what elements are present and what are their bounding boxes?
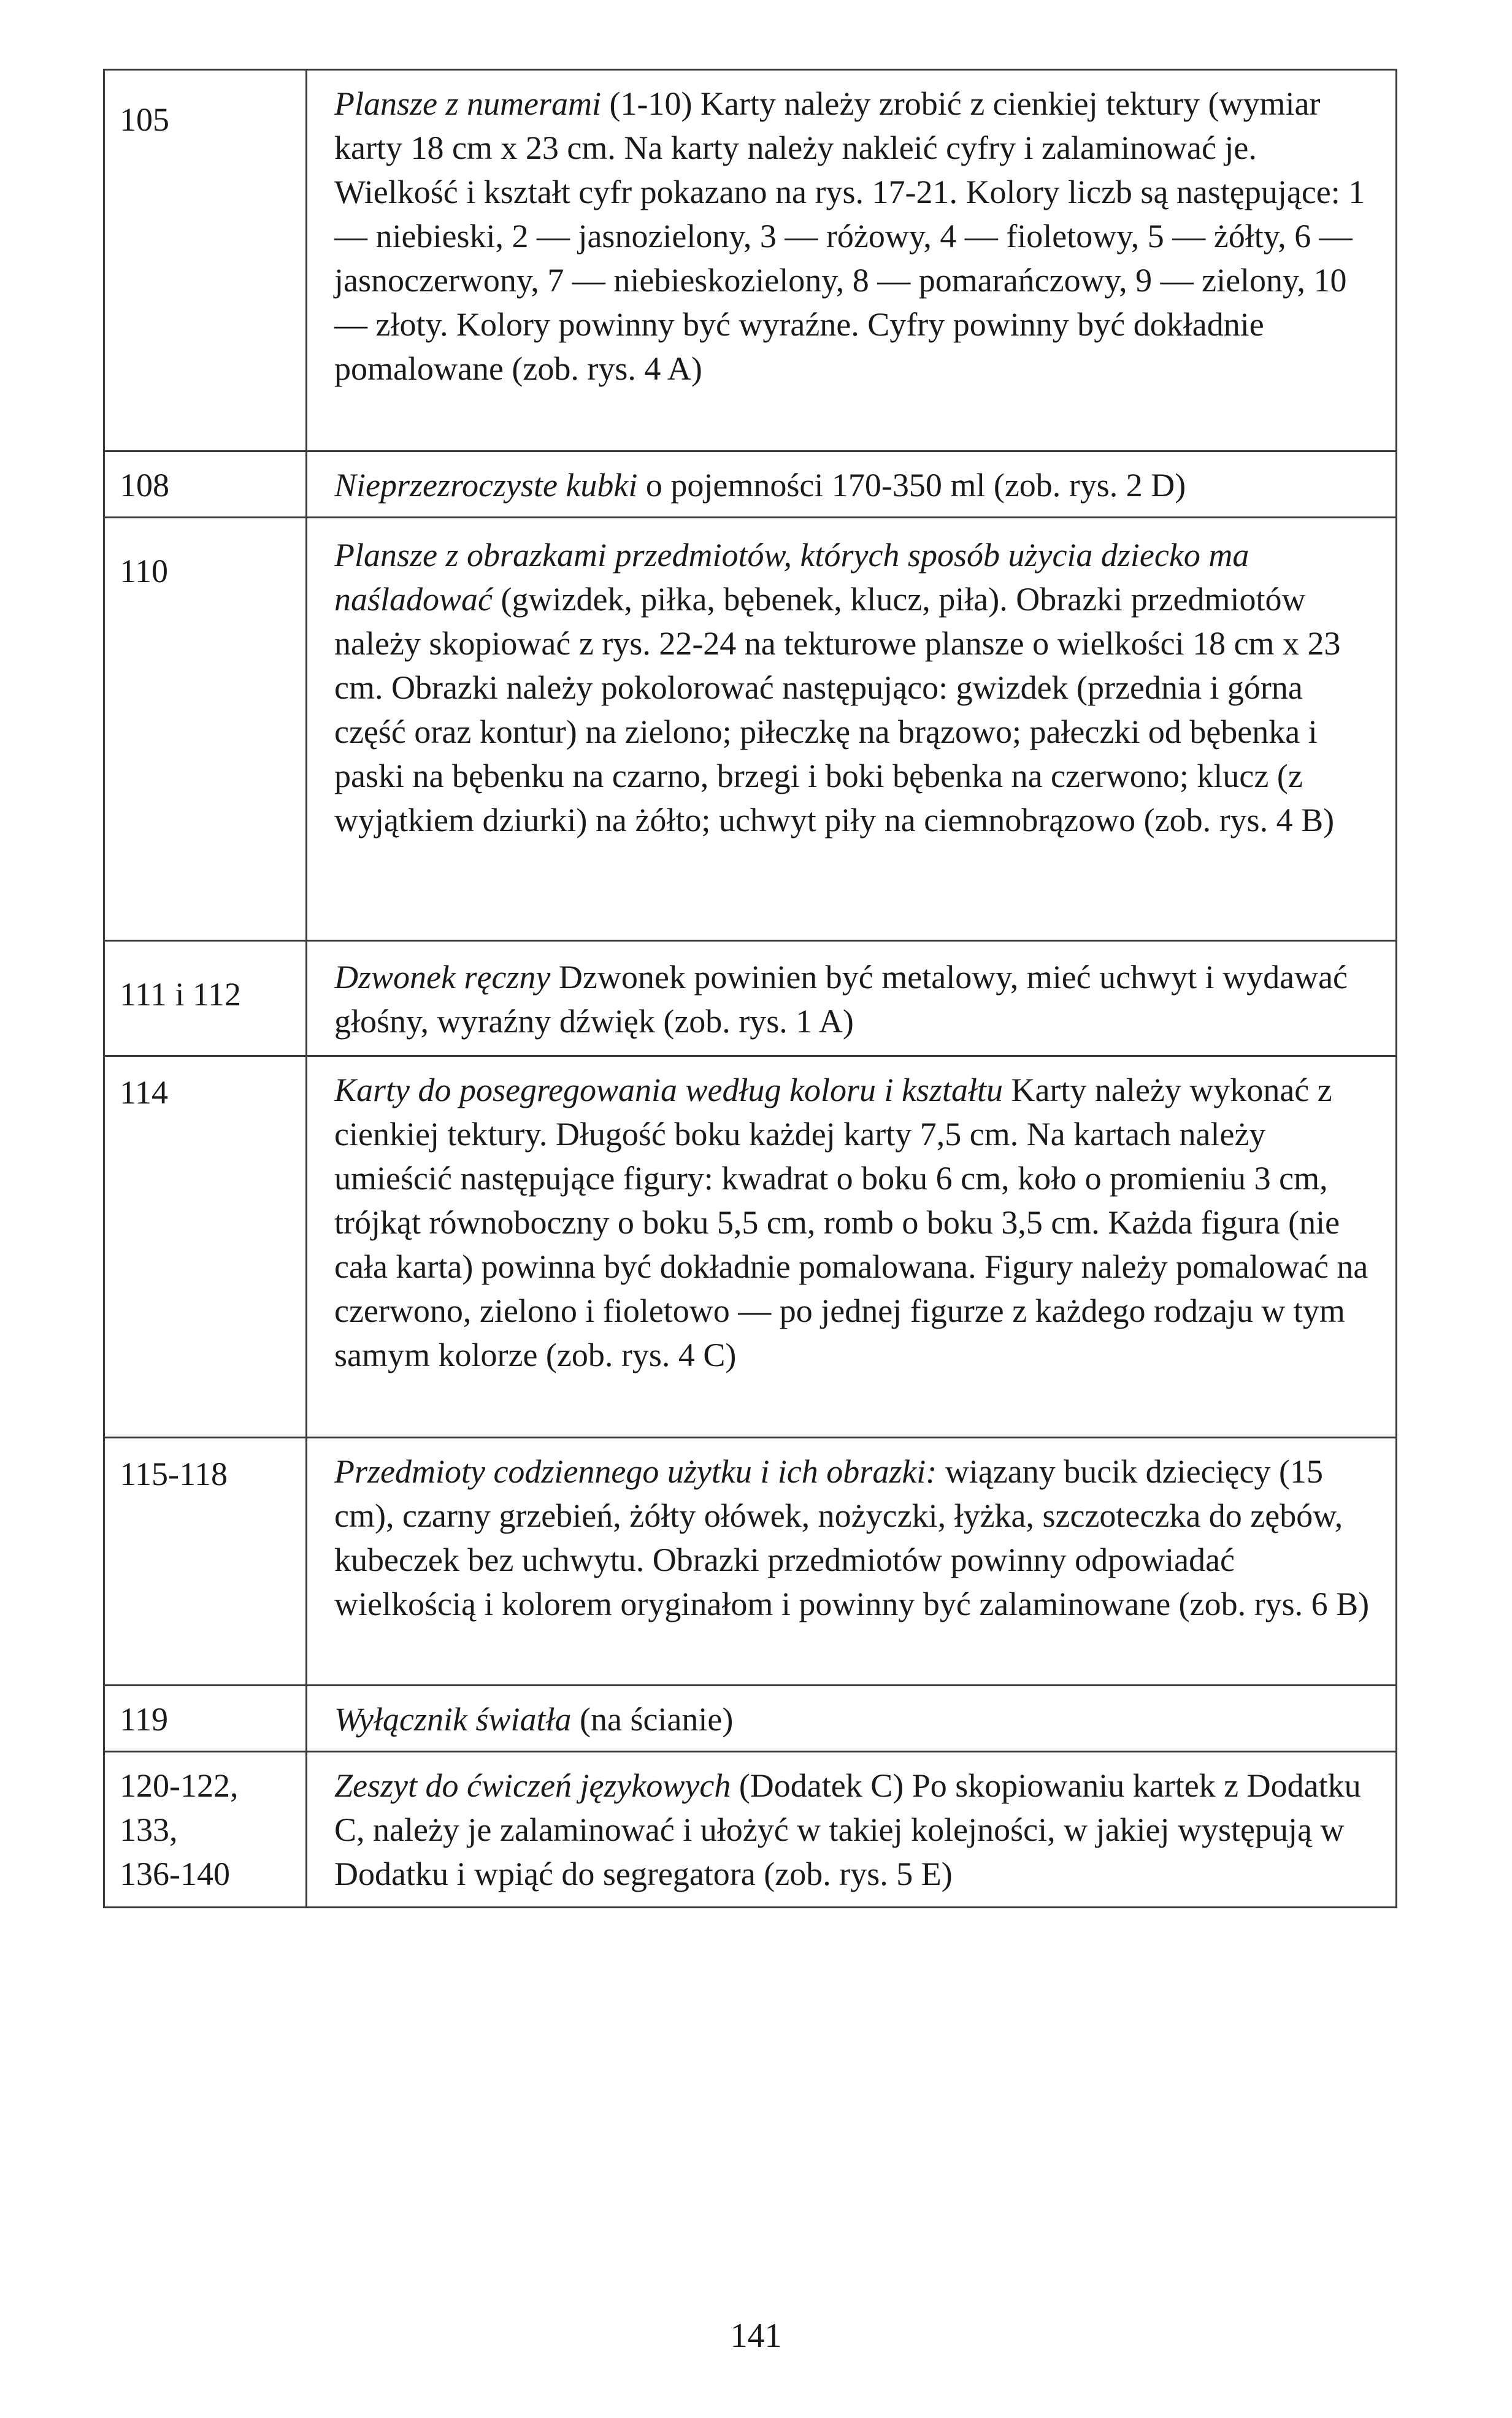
- item-title: Wyłącznik światła: [334, 1701, 572, 1738]
- item-number-cell: [104, 1056, 307, 1438]
- table-row: [104, 1686, 1397, 1752]
- item-number-cell: [104, 941, 307, 1056]
- table-row: [104, 1752, 1397, 1908]
- item-description-cell: [307, 451, 1397, 518]
- materials-table: [103, 69, 1397, 1908]
- item-title: Karty do posegregowania według koloru i kształtu: [334, 1072, 1003, 1108]
- item-text: (Dodatek C) Po skopiowaniu kartek z Dodatku C, należy je zalaminować i ułożyć w takiej kolejności, w jakiej występują w Dodatku i wpiąć do segregatora (zob. rys. 5 E): [334, 1767, 1361, 1892]
- item-text: (1-10) Karty należy zrobić z cienkiej tektury (wymiar karty 18 cm x 23 cm. Na karty należy nakleić cyfry i zalaminować je. Wielkość i kształt cyfr pokazano na rys. 17-21. Kolory liczb są następujące: 1 — niebieski, 2 — jasnozielony, 3 — różowy, 4 — fioletowy, 5 — żółty, 6 — jasnoczerwony, 7 — niebieskozielony, 8 — pomarańczowy, 9 — zielony, 10 — złoty. Kolory powinny być wyraźne. Cyfry powinny być dokładnie pomalowane (zob. rys. 4 A): [334, 85, 1365, 387]
- item-title: Przedmioty codziennego użytku i ich obrazki:: [334, 1453, 937, 1490]
- item-number-cell: [104, 1686, 307, 1752]
- item-number-line: 136-140: [120, 1856, 230, 1892]
- item-description-cell: [307, 518, 1397, 941]
- item-number: 111 i 112: [120, 976, 241, 1013]
- table-row: [104, 70, 1397, 451]
- item-number: 115-118: [120, 1456, 228, 1492]
- item-title: Zeszyt do ćwiczeń językowych: [334, 1767, 731, 1804]
- item-title: Plansze z obrazkami przedmiotów, których sposób użycia dziecko ma naśladować: [334, 537, 1249, 618]
- item-number: 119: [120, 1701, 168, 1738]
- item-description-cell: [307, 1686, 1397, 1752]
- table-row: [104, 941, 1397, 1056]
- item-title: Nieprzezroczyste kubki: [334, 467, 638, 504]
- item-text: (na ścianie): [571, 1701, 734, 1738]
- item-description-cell: [307, 1438, 1397, 1686]
- table-row: [104, 1438, 1397, 1686]
- item-title: Plansze z numerami: [334, 85, 601, 122]
- item-number-line: 120-122,: [120, 1767, 239, 1804]
- item-text: Dzwonek powinien być metalowy, mieć uchwyt i wydawać głośny, wyraźny dźwięk (zob. rys. 1 A): [334, 959, 1348, 1040]
- table-row: [104, 451, 1397, 518]
- item-number: 105: [120, 101, 169, 138]
- item-number: 110: [120, 553, 168, 589]
- item-text: wiązany bucik dziecięcy (15 cm), czarny grzebień, żółty ołówek, nożyczki, łyżka, szczoteczka do zębów, kubeczek bez uchwytu. Obrazki przedmiotów powinny odpowiadać wielkością i kolorem oryginałom i powinny być zalaminowane (zob. rys. 6 B): [334, 1453, 1370, 1622]
- item-description-cell: [307, 70, 1397, 451]
- table-row: [104, 1056, 1397, 1438]
- item-text: (gwizdek, piłka, bębenek, klucz, piła). Obrazki przedmiotów należy skopiować z rys. 22-24 na tekturowe plansze o wielkości 18 cm x 23 cm. Obrazki należy pokolorować następująco: gwizdek (przednia i górna część oraz kontur) na zielono; piłeczkę na brązowo; pałeczki od bębenka i paski na bębenku na czarno, brzegi i boki bębenka na czerwono; klucz (z wyjątkiem dziurki) na żółto; uchwyt piły na ciemnobrązowo (zob. rys. 4 B): [334, 581, 1341, 839]
- item-text: o pojemności 170-350 ml (zob. rys. 2 D): [637, 467, 1186, 504]
- item-number: 108: [120, 467, 169, 504]
- page-number: 141: [730, 2317, 782, 2355]
- item-description-cell: [307, 1056, 1397, 1438]
- item-number-cell: [104, 70, 307, 451]
- item-number-cell: [104, 451, 307, 518]
- item-number-cell: [104, 1438, 307, 1686]
- item-description-cell: [307, 941, 1397, 1056]
- item-title: Dzwonek ręczny: [334, 959, 551, 996]
- item-number-cell: [104, 1752, 307, 1908]
- item-description-cell: [307, 1752, 1397, 1908]
- item-number: 114: [120, 1074, 168, 1111]
- item-number-line: 133,: [120, 1811, 178, 1848]
- item-text: Karty należy wykonać z cienkiej tektury. Długość boku każdej karty 7,5 cm. Na kartach należy umieścić następujące figury: kwadrat o boku 6 cm, koło o promieniu 3 cm, trójkąt równoboczny o boku 5,5 cm, romb o boku 3,5 cm. Każda figura (nie cała karta) powinna być dokładnie pomalowana. Figury należy pomalować na czerwono, zielono i fioletowo — po jednej figurze z każdego rodzaju w tym samym kolorze (zob. rys. 4 C): [334, 1072, 1368, 1373]
- table-row: [104, 518, 1397, 941]
- item-number-cell: [104, 518, 307, 941]
